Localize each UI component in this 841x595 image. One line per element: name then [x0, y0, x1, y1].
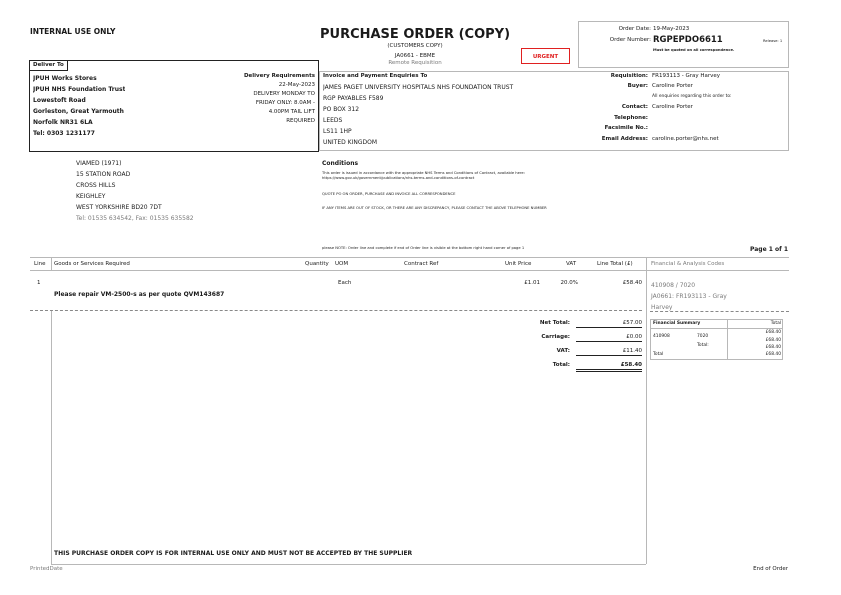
customers-copy-label: (CUSTOMERS COPY) [387, 43, 443, 49]
invoice-line: LS11 1HP [323, 128, 352, 135]
urgent-badge: URGENT [521, 48, 570, 64]
order-number-label: Order Number: [609, 37, 651, 43]
row-uom: Each [338, 280, 352, 286]
row-line-number: 1 [37, 280, 41, 286]
conditions-title: Conditions [322, 160, 359, 167]
release-label: Release: 1 [763, 39, 783, 43]
order-date-value: 19-May-2023 [653, 26, 690, 32]
requisition-value: FR193113 - Gray Harvey [652, 73, 721, 79]
row-vat: 20.0% [560, 280, 578, 286]
supplier-line: CROSS HILLS [76, 182, 116, 189]
summary-value: £68.40 [765, 330, 781, 335]
summary-total-label: Total [653, 352, 664, 357]
grand-total-value: £58.40 [576, 362, 642, 372]
supplier-line: KEIGHLEY [76, 193, 106, 200]
delivery-note: 4.00PM TAIL LIFT [268, 109, 315, 115]
address-line: Tel: 0303 1231177 [33, 130, 95, 137]
order-notice: please NOTE: Order line and complete if end of Order line is visible at the bottom right hand corner of page 1 [322, 246, 525, 250]
row-description: Please repair VM-2500-s as per quote QVM143687 [54, 291, 225, 298]
title-block [300, 27, 530, 67]
financial-summary-title: Financial Summary [653, 321, 701, 326]
email-label: Email Address: [601, 136, 648, 142]
facsimile-label: Facsimile No.: [604, 125, 648, 131]
supplier-line: WEST YORKSHIRE BD20 7DT [76, 204, 162, 211]
enquiries-note: All enquiries regarding this order to: [652, 94, 732, 99]
deliver-to-label: Deliver To [30, 61, 68, 71]
col-header-line-total: Line Total (£) [597, 261, 633, 267]
contact-value: Caroline Porter [652, 104, 693, 110]
supplier-line: VIAMED (1971) [76, 160, 122, 167]
financial-code-line: Harvey [651, 304, 673, 311]
carriage-value: £0.00 [576, 334, 642, 342]
org-code: JA0661 - EBME [394, 52, 436, 59]
invoice-label: Invoice and Payment Enquiries To [323, 73, 428, 79]
grand-total-label: Total: [552, 362, 570, 368]
telephone-label: Telephone: [614, 115, 648, 121]
carriage-label: Carriage: [541, 334, 570, 340]
summary-code: 410908 [653, 334, 670, 339]
summary-value: £68.40 [765, 345, 781, 350]
delivery-date: 22-May-2023 [278, 82, 315, 88]
deliver-to-address [33, 73, 125, 139]
col-header-vat: VAT [566, 261, 577, 267]
requisition-label: Requisition: [610, 73, 648, 79]
supplier-address [76, 158, 194, 224]
delivery-note: DELIVERY MONDAY TO [253, 91, 315, 97]
conditions-line: QUOTE PO ON ORDER, PURCHASE AND INVOICE ALL CORRESPONDENCE [322, 191, 456, 196]
requisition-type: Remote Requisition [388, 59, 442, 66]
address-line: JPUH NHS Foundation Trust [33, 86, 126, 93]
supplier-tel-fax: Tel: 01535 634542, Fax: 01535 635582 [76, 215, 194, 222]
conditions-line: IF ANY ITEMS ARE OUT OF STOCK, OR THERE ARE ANY DISCREPANCY, PLEASE CONTACT THE ABOVE TELEPHONE NUMBER [322, 205, 547, 210]
summary-value: £68.40 [765, 352, 781, 357]
invoice-line: UNITED KINGDOM [323, 139, 377, 146]
row-line-total: £58.40 [622, 280, 642, 286]
quote-note: Must be quoted on all correspondence. [653, 48, 735, 52]
internal-use-warning: THIS PURCHASE ORDER COPY IS FOR INTERNAL USE ONLY AND MUST NOT BE ACCEPTED BY THE SUPPLIER [54, 550, 413, 557]
col-header-quantity: Quantity [305, 261, 329, 267]
col-header-financial-codes: Financial & Analysis Codes [651, 261, 725, 267]
address-line: Gorleston, Great Yarmouth [33, 108, 124, 115]
col-header-uom: UOM [335, 261, 349, 267]
vat-value: £11.40 [576, 348, 642, 356]
financial-summary-box [650, 319, 783, 360]
col-header-contract-ref: Contract Ref [404, 261, 439, 267]
page-title: PURCHASE ORDER (COPY) [319, 27, 511, 42]
summary-sub: 7020 [697, 334, 709, 339]
col-header-line: Line [34, 261, 46, 267]
delivery-note: FRIDAY ONLY: 8.0AM - [255, 100, 315, 106]
order-date-label: Order Date: [618, 26, 651, 32]
vat-label: VAT: [556, 348, 570, 354]
supplier-line: 15 STATION ROAD [76, 171, 131, 178]
row-unit-price: £1.01 [524, 280, 540, 286]
financial-code-line: 410908 / 7020 [651, 282, 696, 289]
conditions-line: This order is issued in accordance with the appropriate NHS Terms and Conditions of Contract, available here: [322, 171, 525, 175]
address-line: Norfolk NR31 6LA [33, 119, 93, 126]
net-total-label: Net Total: [539, 320, 570, 326]
summary-sub-total: Total: [697, 343, 709, 348]
invoice-line: LEEDS [323, 117, 343, 124]
deliver-to-box [29, 60, 319, 152]
row-financial-codes [651, 280, 727, 313]
contact-section [566, 73, 786, 143]
col-header-goods: Goods or Services Required [54, 261, 130, 267]
address-line: JPUH Works Stores [33, 75, 97, 82]
page-indicator: Page 1 of 1 [750, 246, 788, 253]
delivery-requirements [205, 73, 315, 127]
conditions-section [322, 160, 622, 210]
totals-block [500, 320, 644, 376]
summary-value: £68.40 [765, 338, 781, 343]
buyer-value: Caroline Porter [652, 83, 693, 89]
internal-use-label: INTERNAL USE ONLY [30, 27, 116, 36]
contact-label: Contact: [621, 104, 648, 110]
delivery-note: REQUIRED [286, 118, 315, 124]
address-line: Lowestoft Road [33, 97, 86, 104]
invoice-line: RGP PAYABLES F589 [323, 95, 384, 102]
order-meta-box [578, 21, 789, 68]
col-header-unit-price: Unit Price [505, 261, 532, 267]
buyer-label: Buyer: [627, 83, 648, 89]
delivery-requirements-label: Delivery Requirements [243, 73, 315, 79]
net-total-value: £57.00 [576, 320, 642, 328]
conditions-url: https://www.gov.uk/government/publications/nhs-terms-and-conditions-of-contract [322, 175, 475, 180]
email-value: caroline.porter@nhs.net [652, 136, 719, 142]
printed-date-label: PrintedDate [30, 566, 63, 572]
order-number-value: RGPEPDO6611 [653, 35, 723, 45]
end-of-order-label: End of Order [753, 566, 788, 572]
invoice-section [323, 73, 563, 148]
invoice-line: JAMES PAGET UNIVERSITY HOSPITALS NHS FOUNDATION TRUST [323, 84, 514, 91]
financial-summary-total-header: Total [770, 321, 781, 326]
financial-code-line: JA0661: FR193113 - Gray [651, 293, 727, 300]
invoice-line: PO BOX 312 [323, 106, 360, 113]
